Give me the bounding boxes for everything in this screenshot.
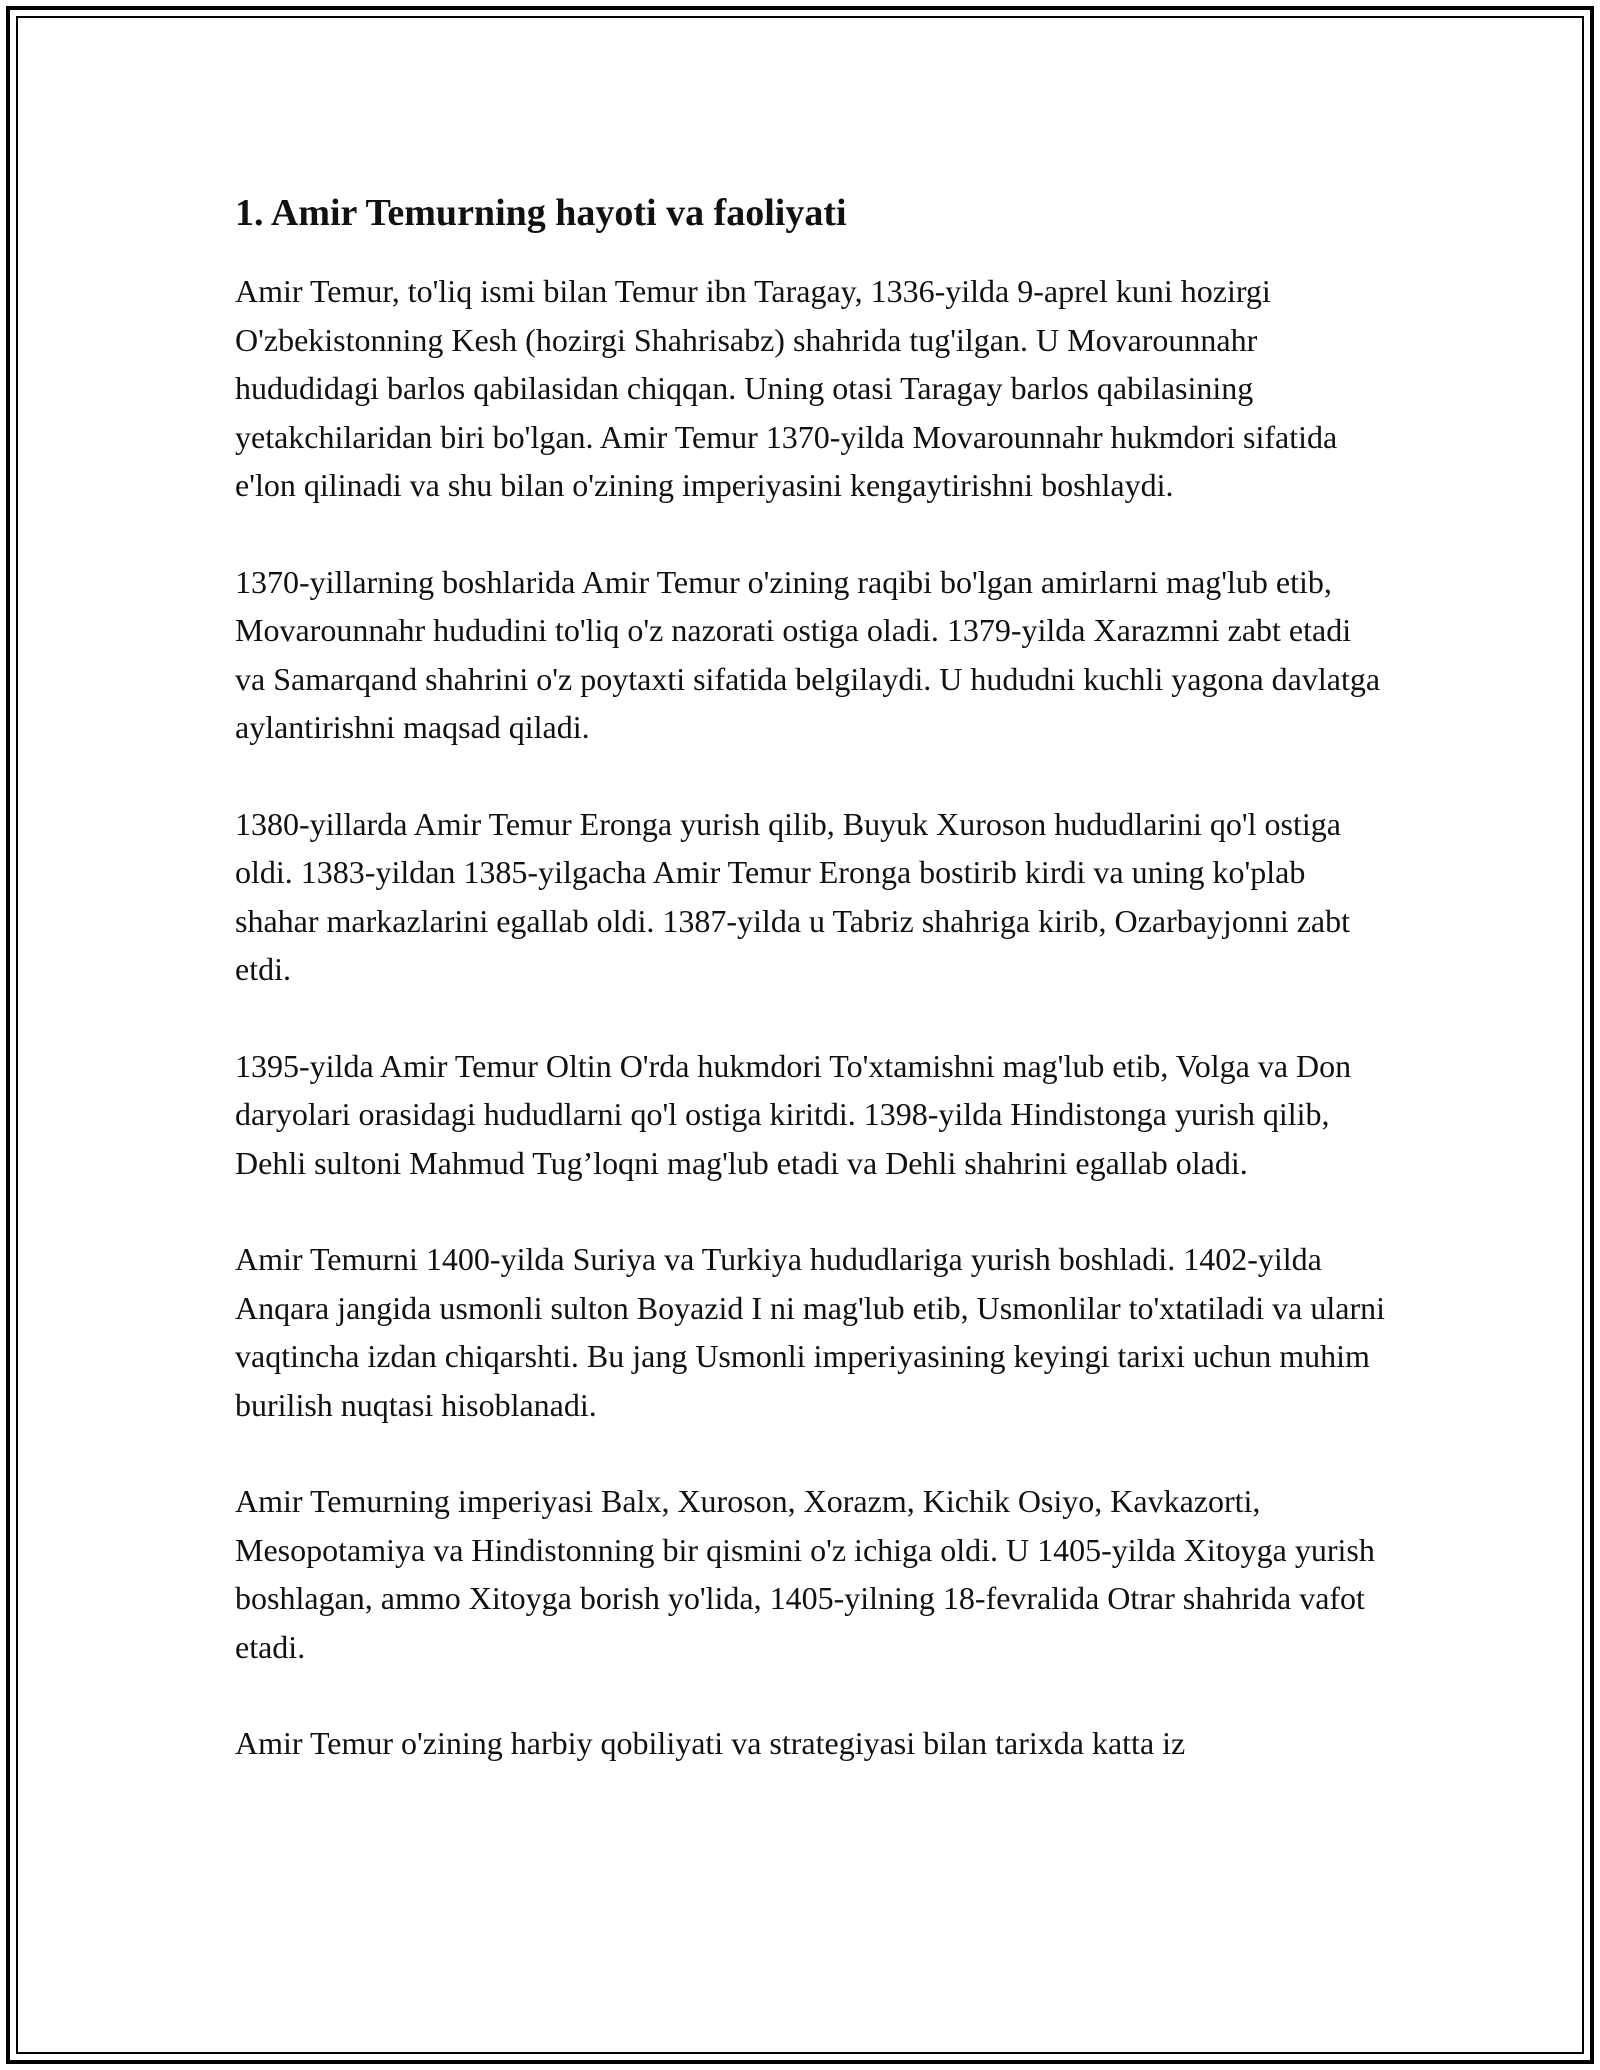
paragraph-empire: Amir Temurning imperiyasi Balx, Xuroson, Xorazm, Kichik Osiyo, Kavkazorti, Mesopotamiya va Hindistonning bir qismini o'z ichiga oldi. U 1405-yilda Xitoyga yurish boshlagan, ammo Xitoyga borish yo'lida, 1405-yilning 18-fevralida Otrar shahrida vafot etadi. [235,1483,1375,1665]
paragraph-1380s: 1380-yillarda Amir Temur Eronga yurish qilib, Buyuk Xuroson hududlarini qo'l ostiga oldi. 1383-yildan 1385-yilgacha Amir Temur Eronga bostirib kirdi va uning ko'plab shahar markazlarini egallab oldi. 1387-yilda u Tabriz shahriga kirib, Ozarbayjonni zabt etdi. [235,805,1350,987]
section-heading: 1. Amir Temurning hayoti va faoliyati [235,192,847,234]
paragraph-1370s: 1370-yillarning boshlarida Amir Temur o'zining raqibi bo'lgan amirlarni mag'lub etib, Movarounnahr hududini to'liq o'z nazorati ostiga oladi. 1379-yilda Xarazmni zabt etadi va Samarqand shahrini o'z poytaxti sifatida belgilaydi. U hududni kuchli yagona davlatga aylantirishni maqsad qiladi. [235,563,1381,745]
paragraph-legacy: Amir Temur o'zining harbiy qobiliyati va strategiyasi bilan tarixda katta iz [235,1725,1186,1761]
document-body [235,185,1385,1816]
paragraph-early-life: Amir Temur, to'liq ismi bilan Temur ibn Taragay, 1336-yilda 9-aprel kuni hozirgi O'zbekistonning Kesh (hozirgi Shahrisabz) shahrida tug'ilgan. U Movarounnahr hududidagi barlos qabilasidan chiqqan. Uning otasi Taragay barlos qabilasining yetakchilaridan biri bo'lgan. Amir Temur 1370-yilda Movarounnahr hukmdori sifatida e'lon qilinadi va shu bilan o'zining imperiyasini kengaytirishni boshlaydi. [235,273,1338,503]
paragraph-1400: Amir Temurni 1400-yilda Suriya va Turkiya hududlariga yurish boshladi. 1402-yilda Anqara jangida usmonli sulton Boyazid I ni mag'lub etib, Usmonlilar to'xtatiladi va ularni vaqtincha izdan chiqarshti. Bu jang Usmonli imperiyasining keyingi tarixi uchun muhim burilish nuqtasi hisoblanadi. [235,1241,1385,1423]
paragraph-1395: 1395-yilda Amir Temur Oltin O'rda hukmdori To'xtamishni mag'lub etib, Volga va Don daryolari orasidagi hududlarni qo'l ostiga kiritdi. 1398-yilda Hindistonga yurish qilib, Dehli sultoni Mahmud Tug’loqni mag'lub etadi va Dehli shahrini egallab oladi. [235,1047,1352,1181]
